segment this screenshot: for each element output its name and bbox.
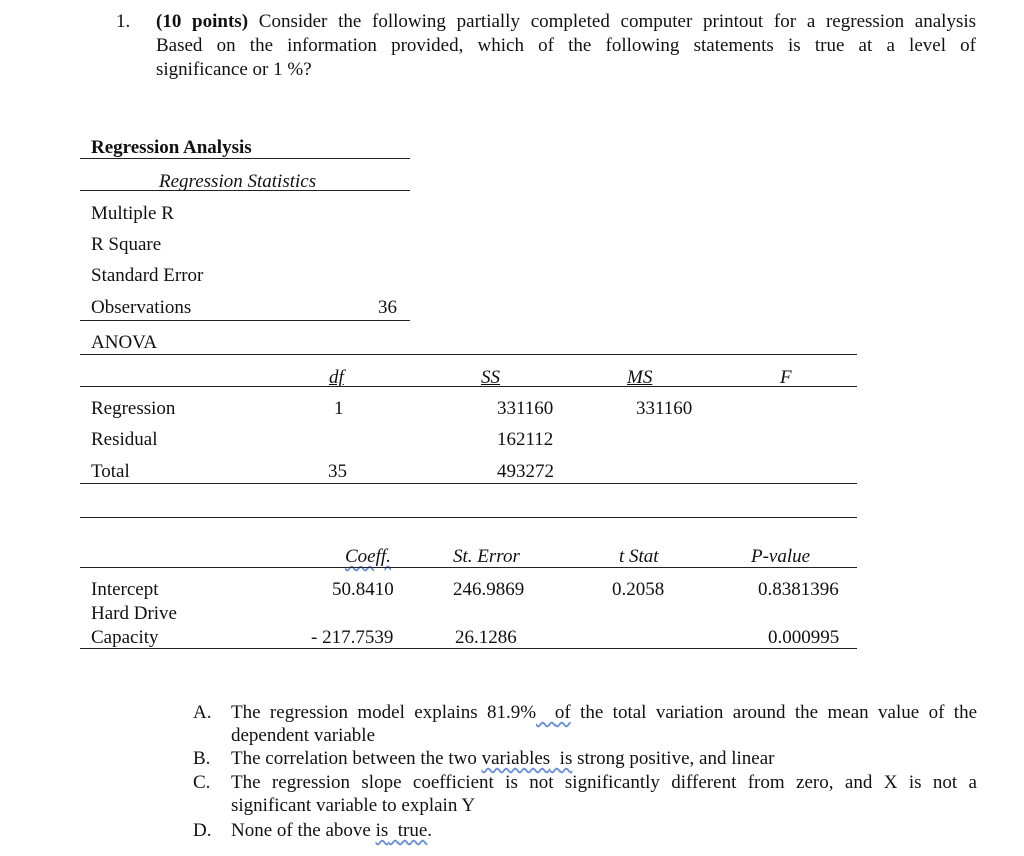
coef-bottom-rule (80, 648, 857, 649)
option-b-text: The correlation between the two variables is strong positive, and linear (231, 748, 775, 769)
question-line-1 (156, 10, 976, 34)
stats-bottom-rule (80, 320, 410, 321)
option-d-letter: D. (193, 820, 212, 841)
coef-header-rule (80, 567, 857, 568)
stats-header-rule (80, 190, 410, 191)
anova-df-regression: 1 (334, 398, 344, 419)
anova-df-total: 35 (328, 461, 347, 482)
anova-ms-regression: 331160 (636, 398, 693, 419)
title-rule (80, 158, 410, 159)
option-b-letter: B. (193, 748, 211, 769)
coef-label-capacity: Capacity (91, 627, 159, 648)
coef-coeff-intercept: 50.8410 (332, 579, 394, 600)
coef-label-intercept: Intercept (91, 579, 159, 600)
coef-coeff-capacity: - 217.7539 (311, 627, 394, 648)
option-a-line-1: The regression model explains 81.9% of the total variation around the mean value of the (231, 702, 978, 723)
question-line-2: Based on the information provided, which of the following statements is true at a level of (156, 35, 976, 56)
anova-ss-regression: 331160 (497, 398, 554, 419)
question-line-3: significance or 1 %? (156, 59, 312, 80)
regression-analysis-title: Regression Analysis (91, 137, 252, 158)
question-points: (10 points) (156, 11, 249, 32)
coef-header-t-stat: t Stat (619, 546, 659, 567)
anova-label-total: Total (91, 461, 130, 482)
coef-p-capacity: 0.000995 (768, 627, 840, 648)
coef-se-capacity: 26.1286 (455, 627, 517, 648)
anova-header-rule (80, 386, 857, 387)
option-d-text: None of the above is true. (231, 820, 433, 841)
coef-se-intercept: 246.9869 (453, 579, 525, 600)
option-a-line-2: dependent variable (231, 725, 376, 746)
stat-label-standard-error: Standard Error (91, 265, 204, 286)
anova-bottom-rule (80, 483, 857, 484)
stat-label-multiple-r: Multiple R (91, 203, 174, 224)
coef-header-p-value: P-value (751, 546, 811, 567)
anova-header-ss: SS (481, 367, 500, 388)
coef-header-coeff: Coeff. (345, 546, 391, 567)
option-c-line-2: significant variable to explain Y (231, 795, 476, 816)
option-c-letter: C. (193, 772, 211, 793)
coef-t-intercept: 0.2058 (612, 579, 665, 600)
coef-p-intercept: 0.8381396 (758, 579, 839, 600)
anova-ss-total: 493272 (497, 461, 554, 482)
anova-top-rule (80, 354, 857, 355)
regression-statistics-header: Regression Statistics (159, 171, 317, 192)
option-a-letter: A. (193, 702, 212, 723)
anova-header-ms: MS (627, 367, 653, 388)
anova-ss-residual: 162112 (497, 429, 554, 450)
stat-label-r-square: R Square (91, 234, 162, 255)
question-text-1: Consider the following partially completed computer printout for a regression analysis (258, 11, 977, 32)
question-number: 1. (116, 11, 131, 32)
stat-value-observations: 36 (378, 297, 397, 318)
coef-label-hard-drive: Hard Drive (91, 603, 177, 624)
anova-title: ANOVA (91, 332, 158, 353)
anova-header-df: df (329, 367, 344, 388)
anova-header-f: F (780, 367, 792, 388)
option-c-line-1: The regression slope coefficient is not significantly different from zero, and X is not a (231, 772, 977, 793)
anova-label-regression: Regression (91, 398, 176, 419)
stat-label-observations: Observations (91, 297, 192, 318)
anova-label-residual: Residual (91, 429, 158, 450)
coef-header-st-error: St. Error (453, 546, 520, 567)
coef-top-rule (80, 517, 857, 518)
